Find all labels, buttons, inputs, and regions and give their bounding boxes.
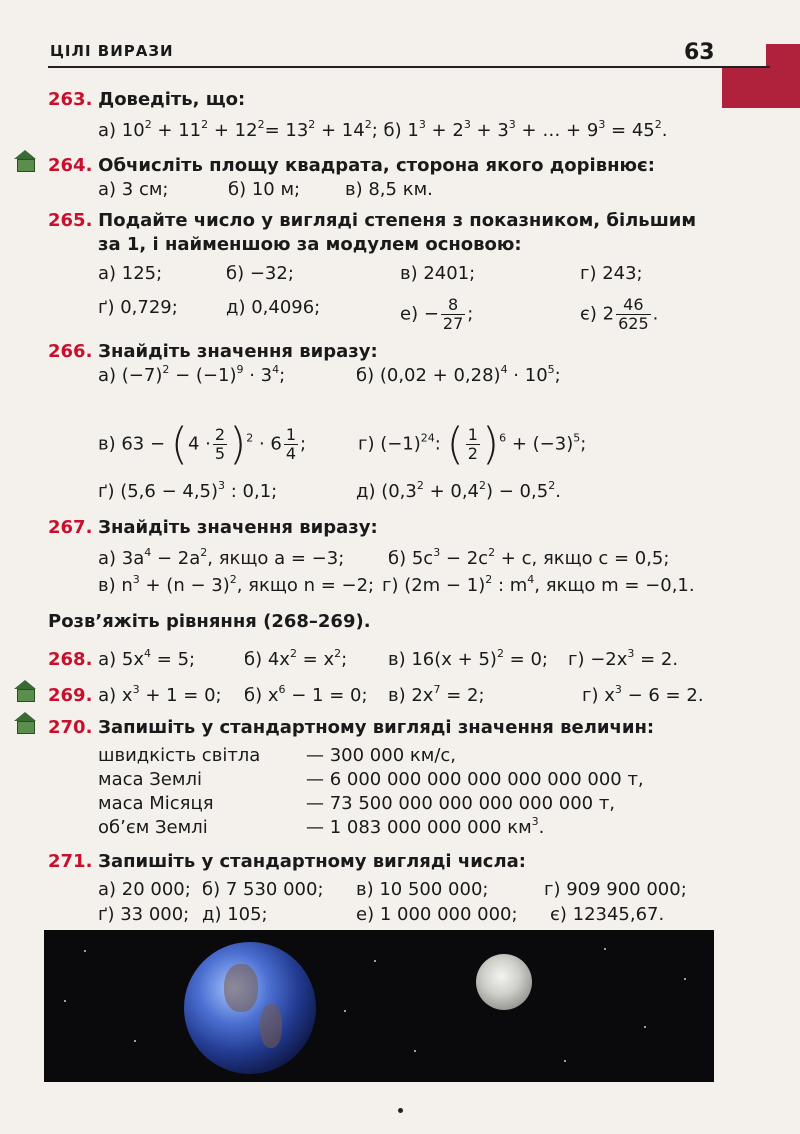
exercise-266-row1: а) $(-7)^2 - (-1)^9 \cdot 3^4$; б) $(0,02 + 0,28)^4 \cdot 10^5$;: [98, 363, 561, 386]
exercise-271-heading: 271. Запишіть у стандартному вигляді числа:: [48, 851, 526, 872]
exercise-265-row1: а) 125; б) −32; в) 2401; г) 243;: [98, 263, 643, 284]
exercise-266-row2: в) 63 − (4 · $\frac{2}{5}$ )$^2$ · 6 $\frac{1}{4}$ ; г) $(-1)^{24}$: ( $\frac{1}{2}$ )$^6 + (-3)^5$;: [98, 418, 587, 470]
homework-house-icon: [12, 712, 38, 732]
exercise-264-heading: 264. Обчисліть площу квадрата, сторона якого дорівнює:: [48, 155, 655, 176]
exercise-270-row: швидкість світла — 300 000 км/с,: [98, 745, 457, 766]
exercise-268: 268. а) $5x^4 = 5$; б) $4x^2 = x^2$; в) $16(x + 5)^2 = 0$; $г) -2x^3 = 2$.: [48, 647, 679, 670]
exercise-267-row1: а) $3a^4 - 2a^2$, якщо a = −3; б) $5c^3 - 2c^2 + c$, якщо c = 0,5;: [98, 546, 670, 569]
moon-image: [476, 954, 532, 1010]
exercise-271-row2: ґ) 33 000; д) 105; е) 1 000 000 000; є) 12345,67.: [98, 904, 665, 925]
exercise-270-row: маса Місяця — 73 500 000 000 000 000 000 т,: [98, 793, 616, 814]
exercise-270-heading: 270. Запишіть у стандартному вигляді значення величин:: [48, 717, 655, 738]
homework-house-icon: [12, 680, 38, 700]
exercise-263-statement: а) $10^2 + 11^2 + 12^2= 13^2 + 14^2$; б) $1^3 + 2^3 + 3^3$ + … + $9^3 = 45^2$.: [98, 118, 668, 141]
exercise-271-row1: а) 20 000; б) 7 530 000; в) 10 500 000; г) 909 900 000;: [98, 879, 687, 900]
earth-image: [184, 942, 316, 1074]
earth-moon-illustration: [44, 930, 714, 1082]
page-number: 63: [684, 40, 715, 65]
page-tab-marker: [722, 44, 800, 108]
exercise-265-heading-cont: за 1, і найменшою за модулем основою:: [98, 234, 522, 255]
equations-heading: Розв’яжіть рівняння (268–269).: [48, 611, 371, 632]
homework-house-icon: [12, 150, 38, 170]
header-divider: [48, 66, 770, 68]
exercise-269: 269. а) $x^3 + 1 = 0$; б) $x^6 - 1 = 0$; в) $2x^7 = 2$; г) $x^3 - 6 = 2$.: [48, 683, 704, 706]
exercise-264-options: а) 3 см; б) 10 м; в) 8,5 км.: [98, 179, 433, 200]
exercise-265-row2: ґ) 0,729; д) 0,4096; е) − $\frac{8}{27}$ ; є) 2 $\frac{46}{625}$ .: [98, 295, 659, 333]
exercise-266-heading: 266. Знайдіть значення виразу:: [48, 341, 378, 362]
exercise-267-row2: в) $n^3 + (n - 3)^2$, якщо n = −2; г) $(2m - 1)^2$ : $m^4$, якщо m = −0,1.: [98, 573, 695, 596]
page-footer-dot: [398, 1108, 403, 1113]
exercise-265-heading: 265. Подайте число у вигляді степеня з показником, більшим: [48, 210, 697, 231]
exercise-270-row: об’єм Землі — 1 083 000 000 000 $км^3$.: [98, 815, 545, 838]
exercise-266-row3: ґ) $(5,6 - 4,5)^3$ : 0,1; д) $(0,3^2 + 0,4^2) - 0,5^2$.: [98, 479, 561, 502]
exercise-270-row: маса Землі — 6 000 000 000 000 000 000 000 т,: [98, 769, 644, 790]
exercise-263-heading: 263. Доведіть, що:: [48, 89, 246, 110]
exercise-267-heading: 267. Знайдіть значення виразу:: [48, 517, 378, 538]
section-title: ЦІЛІ ВИРАЗИ: [50, 42, 174, 60]
